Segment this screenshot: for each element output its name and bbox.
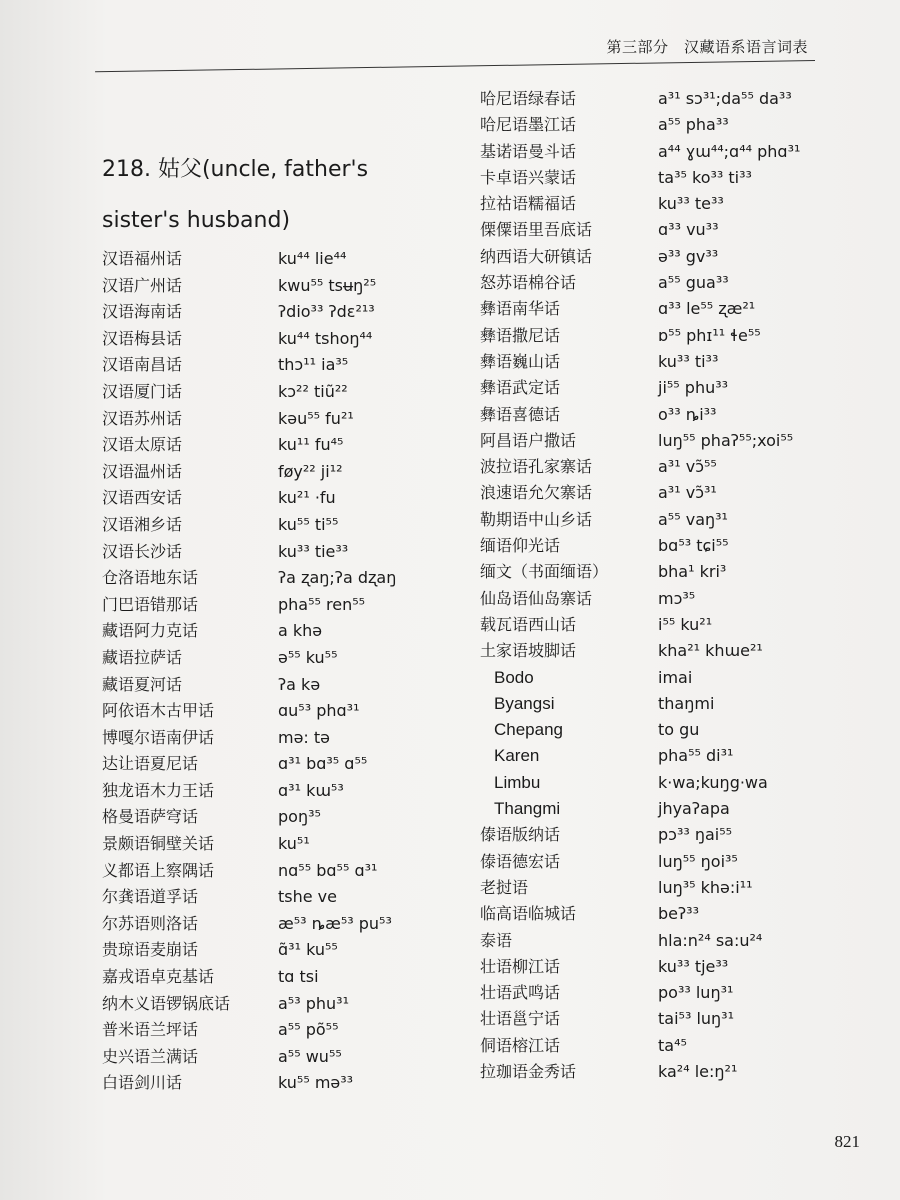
language-name: 尔苏语则洛话: [102, 913, 199, 933]
word-form: ku⁵⁵ ti⁵⁵: [278, 514, 339, 534]
vocab-row: [102, 937, 482, 964]
language-name: 汉语西安话: [102, 488, 183, 508]
language-name: 汉语广州话: [102, 275, 183, 295]
word-form: a⁵³ phu³¹: [278, 993, 349, 1013]
word-form: po³³ luŋ³¹: [658, 983, 734, 1003]
language-name: 哈尼语墨江话: [480, 115, 577, 135]
word-form: ji⁵⁵ phu³³: [658, 378, 729, 398]
language-name: 嘉戎语卓克基话: [102, 967, 215, 987]
language-name: 景颇语铜壁关话: [102, 834, 215, 854]
word-form: luŋ⁵⁵ phaʔ⁵⁵;xoi⁵⁵: [658, 430, 794, 450]
language-name: 仙岛语仙岛寨话: [480, 588, 593, 608]
vocab-row: [102, 299, 482, 326]
vocab-row: [102, 672, 482, 699]
vocab-row: [102, 991, 482, 1018]
vocab-row: [102, 246, 482, 273]
language-name: 缅语仰光话: [480, 536, 561, 556]
word-form: a⁵⁵ wu⁵⁵: [278, 1046, 342, 1066]
language-name: 贵琼语麦崩话: [102, 940, 199, 960]
word-form: beʔ³³: [658, 904, 699, 924]
word-form: ku³³ tje³³: [658, 956, 729, 976]
vocab-row: [480, 822, 860, 848]
vocab-row: [480, 296, 860, 322]
word-form: æ⁵³ ȵæ⁵³ pu⁵³: [278, 913, 392, 933]
vocab-row: [480, 954, 860, 980]
vocab-row: [102, 831, 482, 858]
word-form: imai: [658, 667, 693, 687]
word-form: ɑ³³ le⁵⁵ ʐæ²¹: [658, 299, 756, 319]
vocab-row: [480, 533, 860, 559]
word-form: i⁵⁵ ku²¹: [658, 614, 713, 634]
vocab-row: [480, 717, 860, 743]
vocab-row: [480, 165, 860, 191]
language-name: 阿昌语户撒话: [480, 430, 577, 450]
vocab-row: [102, 884, 482, 911]
language-name: 彝语南华话: [480, 299, 561, 319]
word-form: hla:n²⁴ sa:u²⁴: [658, 930, 763, 950]
language-name: 壮语柳江话: [480, 956, 561, 976]
language-name: 藏语拉萨话: [102, 647, 183, 667]
header-rule: [95, 60, 815, 72]
vocab-row: [480, 586, 860, 612]
word-form: tɑ tsi: [278, 967, 319, 987]
language-name: 史兴语兰满话: [102, 1046, 199, 1066]
word-form: k·wa;kuŋg·wa: [658, 772, 768, 792]
word-form: pha⁵⁵ ren⁵⁵: [278, 594, 366, 614]
language-name: 博嘎尔语南伊话: [102, 727, 215, 747]
language-name: 基诺语曼斗话: [480, 141, 577, 161]
word-form: ʔdio³³ ʔdɛ²¹³: [278, 302, 375, 322]
word-form: ku³³ ti³³: [658, 351, 719, 371]
word-form: ku⁴⁴ lie⁴⁴: [278, 249, 347, 268]
vocab-row: [480, 375, 860, 401]
word-form: mɔ³⁵: [658, 588, 696, 608]
word-form: ɑ³¹ kɯ⁵³: [278, 780, 344, 800]
language-name: 彝语武定话: [480, 378, 561, 398]
word-form: ku³³ tie³³: [278, 541, 349, 561]
word-form: a⁵⁵ gua³³: [658, 273, 729, 293]
language-name: 藏语夏河话: [102, 674, 183, 694]
vocab-row: [102, 406, 482, 433]
word-form: a³¹ vɔ̃³¹: [658, 483, 717, 503]
language-name: 纳木义语锣锅底话: [102, 993, 231, 1013]
language-name: 傣语德宏话: [480, 851, 561, 871]
word-form: ə⁵⁵ ku⁵⁵: [278, 647, 338, 667]
language-name: Limbu: [494, 772, 541, 792]
vocab-row: [102, 778, 482, 805]
language-name: 汉语海南话: [102, 302, 183, 322]
word-form: luŋ⁵⁵ ŋoi³⁵: [658, 851, 738, 871]
language-name: 拉珈语金秀话: [480, 1061, 577, 1081]
language-name: 独龙语木力王话: [102, 780, 215, 800]
vocab-row: [102, 1070, 482, 1097]
running-head: 第三部分 汉藏语系语言词表: [606, 38, 808, 56]
word-form: poŋ³⁵: [278, 807, 321, 827]
word-form: kəu⁵⁵ fu²¹: [278, 408, 354, 428]
language-name: 阿依语木古甲话: [102, 701, 215, 721]
vocab-row: [102, 911, 482, 938]
language-name: 哈尼语绿春话: [480, 89, 577, 108]
word-form: thɔ¹¹ ia³⁵: [278, 355, 349, 375]
language-name: 白语剑川话: [102, 1073, 183, 1093]
left-column: [102, 246, 482, 1097]
language-name: 侗语榕江话: [480, 1035, 561, 1055]
vocab-row: [480, 1033, 860, 1059]
language-name: 汉语厦门话: [102, 381, 183, 401]
vocab-row: [102, 459, 482, 486]
vocab-row: [480, 901, 860, 927]
vocab-row: [480, 559, 860, 585]
word-form: mə: tə: [278, 727, 331, 747]
vocab-row: [480, 691, 860, 717]
vocab-row: [480, 217, 860, 243]
word-form: ku³³ te³³: [658, 194, 724, 214]
word-form: o³³ ȵi³³: [658, 404, 717, 424]
vocab-row: [480, 480, 860, 506]
word-form: pɔ³³ ŋai⁵⁵: [658, 825, 733, 845]
language-name: 汉语湘乡话: [102, 514, 183, 534]
language-name: 汉语南昌话: [102, 355, 183, 375]
language-name: 汉语苏州话: [102, 408, 183, 428]
vocab-row: [102, 352, 482, 379]
word-form: a³¹ vɔ̃⁵⁵: [658, 457, 717, 477]
language-name: 傣语版纳话: [480, 825, 561, 845]
word-form: tai⁵³ luŋ³¹: [658, 1009, 734, 1029]
vocab-row: [480, 323, 860, 349]
vocab-row: [480, 86, 860, 112]
language-name: Thangmi: [494, 799, 561, 819]
vocab-row: [102, 539, 482, 566]
word-form: ə³³ gv³³: [658, 246, 719, 266]
vocab-row: [102, 725, 482, 752]
vocab-row: [480, 139, 860, 165]
vocab-row: [102, 485, 482, 512]
word-form: nɑ⁵⁵ bɑ⁵⁵ ɑ³¹: [278, 860, 378, 880]
language-name: Karen: [494, 746, 540, 766]
word-form: pha⁵⁵ di³¹: [658, 746, 734, 766]
word-form: a³¹ sɔ³¹;da⁵⁵ da³³: [658, 89, 792, 108]
language-name: 老挝语: [480, 877, 529, 897]
language-name: Chepang: [494, 720, 564, 740]
language-name: Byangsi: [494, 693, 555, 713]
language-name: 怒苏语棉谷话: [480, 273, 577, 293]
language-name: 壮语邕宁话: [480, 1009, 561, 1029]
vocab-row: [480, 349, 860, 375]
vocab-row: [102, 1044, 482, 1071]
language-name: 彝语撒尼话: [480, 325, 561, 345]
vocab-row: [480, 928, 860, 954]
vocab-row: [102, 273, 482, 300]
word-form: ɑu⁵³ phɑ³¹: [278, 701, 360, 721]
language-name: 拉祜语糯福话: [480, 194, 577, 214]
word-form: føy²² ji¹²: [278, 461, 343, 481]
vocab-row: [480, 402, 860, 428]
vocab-row: [480, 796, 860, 822]
language-name: 傈僳语里吾底话: [480, 220, 593, 240]
language-name: 汉语长沙话: [102, 541, 183, 561]
vocab-row: [480, 638, 860, 664]
word-form: bɑ⁵³ tɕi⁵⁵: [658, 536, 729, 556]
vocab-row: [480, 507, 860, 533]
word-form: ʔa ʐaŋ;ʔa dʐaŋ: [278, 568, 397, 588]
language-name: 临高语临城话: [480, 904, 577, 924]
language-name: 门巴语错那话: [102, 594, 199, 614]
language-name: 义都语上察隅话: [102, 860, 215, 880]
language-name: Bodo: [494, 667, 534, 687]
word-form: bha¹ kri³: [658, 562, 727, 582]
language-name: 汉语温州话: [102, 461, 183, 481]
word-form: ɑ³¹ bɑ³⁵ ɑ⁵⁵: [278, 754, 368, 774]
vocab-row: [102, 804, 482, 831]
vocab-row: [480, 875, 860, 901]
vocab-row: [480, 1059, 860, 1085]
vocab-row: [480, 770, 860, 796]
word-form: ku⁵⁵ mə³³: [278, 1073, 354, 1093]
language-name: 壮语武鸣话: [480, 983, 561, 1003]
language-name: 土家语坡脚话: [480, 641, 577, 661]
vocab-row: [480, 454, 860, 480]
word-form: ta³⁵ ko³³ ti³³: [658, 167, 752, 187]
word-form: a⁵⁵ vaŋ³¹: [658, 509, 728, 529]
word-form: jhyaʔapa: [658, 799, 730, 819]
word-form: a⁵⁵ pha³³: [658, 115, 729, 135]
vocab-row: [480, 849, 860, 875]
language-name: 泰语: [480, 930, 513, 950]
word-form: kha²¹ khɯe²¹: [658, 641, 763, 661]
word-form: ka²⁴ le:ŋ²¹: [658, 1061, 738, 1081]
language-name: 彝语喜德话: [480, 404, 561, 424]
word-form: kwu⁵⁵ tsʉŋ²⁵: [278, 275, 377, 295]
word-form: ɑ³³ vu³³: [658, 220, 719, 240]
word-form: luŋ³⁵ khə:i¹¹: [658, 877, 753, 897]
vocab-row: [102, 751, 482, 778]
vocab-row: [480, 665, 860, 691]
language-name: 尔龚语道孚话: [102, 887, 199, 907]
entry-title: 218. 姑父(uncle, father's sister's husband): [102, 157, 369, 233]
vocab-row: [102, 512, 482, 539]
language-name: 汉语福州话: [102, 249, 183, 268]
vocab-row: [102, 592, 482, 619]
language-name: 卡卓语兴蒙话: [480, 167, 577, 187]
language-name: 汉语太原话: [102, 435, 183, 455]
vocab-row: [102, 379, 482, 406]
language-name: 藏语阿力克话: [102, 621, 199, 641]
language-name: 浪速语允欠寨话: [480, 483, 593, 503]
vocab-row: [480, 270, 860, 296]
language-name: 勒期语中山乡话: [480, 509, 593, 529]
language-name: 达让语夏尼话: [102, 754, 199, 774]
word-form: tshe ve: [278, 887, 337, 907]
word-form: to gu: [658, 720, 700, 740]
language-name: 缅文（书面缅语）: [480, 562, 609, 582]
vocab-row: [102, 1017, 482, 1044]
word-form: thaŋmi: [658, 693, 715, 713]
vocab-row: [102, 432, 482, 459]
vocab-row: [102, 618, 482, 645]
word-form: ku²¹ ·fu: [278, 488, 336, 508]
vocab-row: [480, 1006, 860, 1032]
language-name: 仓洛语地东话: [102, 568, 199, 588]
vocab-row: [102, 698, 482, 725]
word-form: a⁵⁵ põ⁵⁵: [278, 1020, 339, 1040]
language-name: 彝语巍山话: [480, 351, 561, 371]
vocab-row: [102, 858, 482, 885]
vocab-row: [102, 565, 482, 592]
vocab-row: [480, 191, 860, 217]
vocab-row: [480, 428, 860, 454]
language-name: 纳西语大研镇话: [480, 246, 593, 266]
language-name: 汉语梅县话: [102, 328, 183, 348]
vocab-row: [102, 964, 482, 991]
vocab-row: [480, 612, 860, 638]
vocab-row: [480, 244, 860, 270]
word-form: ku⁴⁴ tshoŋ⁴⁴: [278, 328, 373, 348]
word-form: a khə: [278, 621, 323, 641]
vocab-row: [102, 645, 482, 672]
word-form: ɑ̃³¹ ku⁵⁵: [278, 940, 338, 960]
language-name: 载瓦语西山话: [480, 614, 577, 634]
language-name: 波拉语孔家寨话: [480, 457, 593, 477]
vocab-row: [480, 980, 860, 1006]
page-number: 821: [834, 1132, 860, 1151]
language-name: 普米语兰坪话: [102, 1020, 199, 1040]
right-column: [480, 86, 860, 1085]
word-form: ku⁵¹: [278, 834, 310, 854]
word-form: ʔa kə: [278, 674, 321, 694]
vocab-row: [102, 326, 482, 353]
word-form: a⁴⁴ ɣɯ⁴⁴;ɑ⁴⁴ phɑ³¹: [658, 141, 801, 161]
language-name: 格曼语萨穹话: [102, 807, 199, 827]
word-form: ta⁴⁵: [658, 1035, 687, 1055]
vocab-row: [480, 112, 860, 138]
word-form: ku¹¹ fu⁴⁵: [278, 435, 344, 455]
word-form: kɔ²² tiũ²²: [278, 381, 348, 401]
vocab-row: [480, 743, 860, 769]
word-form: ɒ⁵⁵ phɪ¹¹ ɬe⁵⁵: [658, 325, 761, 345]
